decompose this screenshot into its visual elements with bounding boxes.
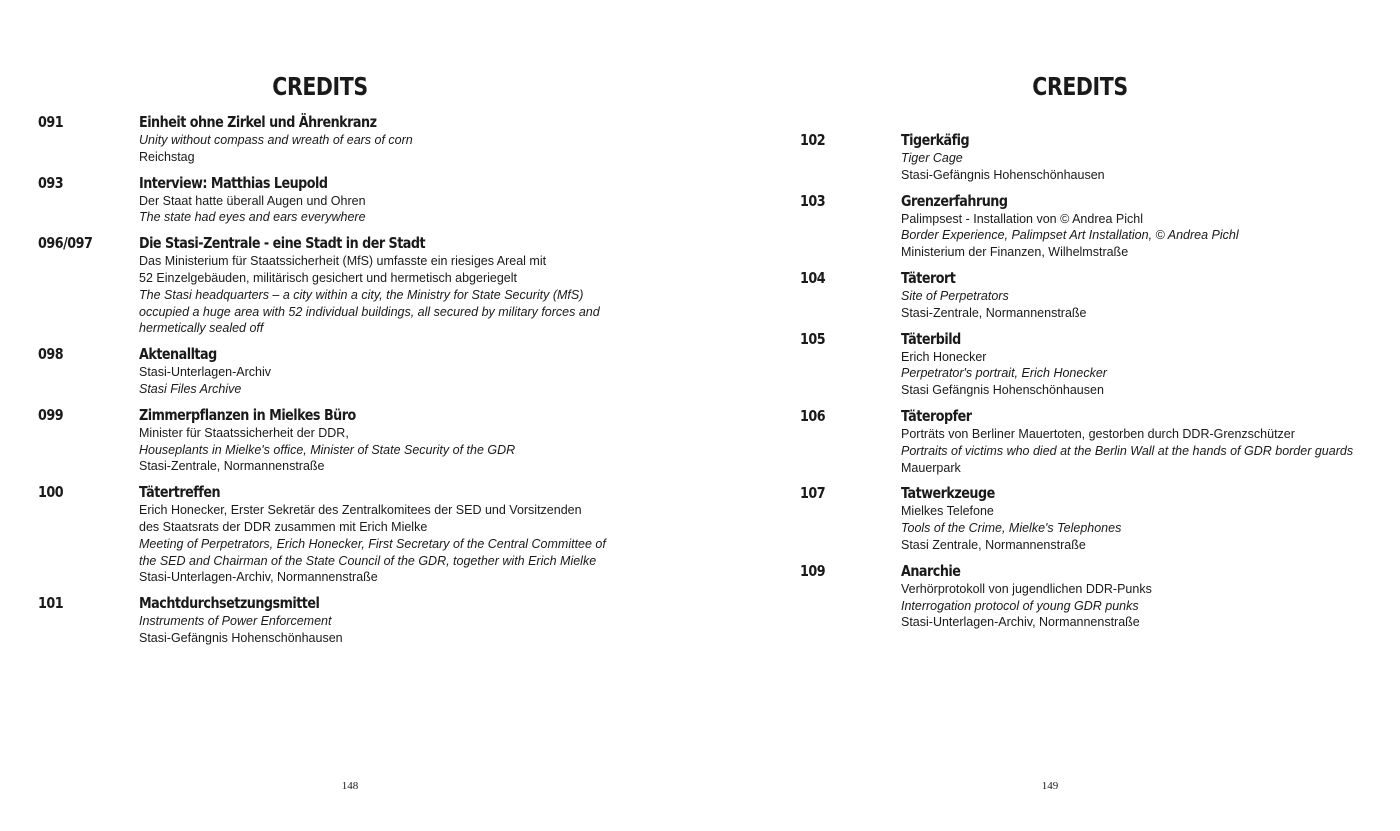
credit-entry (38, 344, 618, 398)
credit-translation: Site of Perpetrators (901, 288, 1009, 303)
credit-translation: Instruments of Power Enforcement (139, 614, 332, 629)
page-number: 148 (341, 780, 359, 792)
credit-title: Grenzerfahrung (901, 191, 1008, 210)
credit-entry (38, 405, 618, 475)
credit-number: 099 (38, 405, 64, 424)
credit-entry (800, 406, 1380, 476)
credit-entry (38, 482, 618, 586)
credit-detail: Mauerpark (901, 460, 961, 475)
credit-number: 098 (38, 345, 64, 364)
credit-title: Tatwerkzeuge (901, 484, 995, 503)
credit-title: Die Stasi-Zentrale - eine Stadt in der Stadt (139, 234, 426, 253)
credit-detail: Stasi-Unterlagen-Archiv, Normannenstraße (139, 570, 378, 585)
credit-number: 093 (38, 173, 64, 192)
credit-number: 102 (800, 131, 826, 149)
credit-detail: Erich Honecker, Erster Sekretär des Zentralkomitees der SED und Vorsitzenden des Staatsrats der DDR zusammen mit Erich Mielke (139, 503, 582, 534)
credit-detail: Das Ministerium für Staatssicherheit (MfS) umfasste ein riesiges Areal mit 52 Einzelgebäuden, militärisch gesichert und hermetisch abgeriegelt (139, 254, 547, 285)
credit-entry (800, 561, 1380, 631)
credit-entry (38, 233, 618, 337)
credit-entry (38, 112, 618, 166)
credit-title: Täteropfer (901, 406, 972, 425)
credit-detail: Verhörprotokoll von jugendlichen DDR-Punks (901, 581, 1152, 596)
credit-number: 107 (800, 484, 826, 503)
credit-detail: Stasi-Unterlagen-Archiv (139, 365, 271, 380)
credit-entry (800, 329, 1380, 399)
credit-number: 103 (800, 191, 826, 210)
credit-title: Täterort (901, 268, 956, 287)
credit-entry (800, 130, 1380, 184)
credit-translation: The Stasi headquarters – a city within a city, the Ministry for State Security (MfS) occupied a huge area with 52 individual buildings, all secured by military forces and hermetically sealed off (139, 287, 600, 336)
page-heading: CREDITS (1032, 72, 1128, 101)
credit-detail: Minister für Staatssicherheit der DDR, (139, 425, 349, 440)
credit-detail: Stasi-Gefängnis Hohenschönhausen (139, 630, 343, 645)
credit-number: 096/097 (38, 234, 93, 253)
credit-detail: Reichstag (139, 149, 195, 164)
credit-translation: Border Experience, Palimpset Art Installation, © Andrea Pichl (901, 228, 1239, 243)
credit-detail: Erich Honecker (901, 349, 987, 364)
credit-title: Anarchie (901, 561, 961, 580)
credit-translation: Stasi Files Archive (139, 381, 242, 396)
credits-list (800, 130, 1380, 638)
credit-title: Machtdurchsetzungsmittel (139, 594, 320, 613)
credit-detail: Stasi-Zentrale, Normannenstraße (139, 459, 325, 474)
page-heading: CREDITS (272, 72, 368, 101)
page-number: 149 (1041, 780, 1059, 792)
credit-detail: Stasi-Unterlagen-Archiv, Normannenstraße (901, 615, 1140, 630)
credit-translation: Unity without compass and wreath of ears of corn (139, 133, 413, 147)
credit-number: 106 (800, 406, 826, 425)
credit-title: Täterbild (901, 329, 961, 348)
credit-entry (38, 173, 618, 227)
credit-number: 091 (38, 113, 64, 131)
credit-translation: The state had eyes and ears everywhere (139, 210, 366, 225)
credit-detail: Ministerium der Finanzen, Wilhelmstraße (901, 245, 1129, 260)
credit-number: 104 (800, 268, 826, 287)
right-page (700, 0, 1400, 831)
credit-entry (800, 483, 1380, 553)
credit-translation: Meeting of Perpetrators, Erich Honecker, First Secretary of the Central Committee of the SED and Chairman of the State Council of the GDR, together with Erich Mielke (139, 536, 606, 568)
credit-title: Einheit ohne Zirkel und Ährenkranz (139, 113, 377, 131)
credit-translation: Portraits of victims who died at the Berlin Wall at the hands of GDR border guards (901, 443, 1354, 458)
credit-translation: Interrogation protocol of young GDR punks (901, 598, 1139, 613)
credit-detail: Stasi-Gefängnis Hohenschönhausen (901, 167, 1105, 182)
credit-title: Tigerkäfig (901, 131, 970, 149)
credit-entry (800, 268, 1380, 322)
credit-number: 100 (38, 483, 64, 502)
credit-detail: Palimpsest - Installation von © Andrea Pichl (901, 211, 1143, 226)
credit-title: Interview: Matthias Leupold (139, 173, 328, 192)
credit-detail: Mielkes Telefone (901, 504, 994, 519)
credits-list (38, 112, 618, 654)
credit-detail: Stasi Zentrale, Normannenstraße (901, 537, 1086, 552)
credit-number: 101 (38, 594, 64, 613)
credit-number: 109 (800, 561, 826, 580)
credit-translation: Tools of the Crime, Mielke's Telephones (901, 521, 1122, 536)
credit-translation: Houseplants in Mielke's office, Minister of State Security of the GDR (139, 442, 516, 457)
credit-detail: Der Staat hatte überall Augen und Ohren (139, 193, 366, 208)
credit-number: 105 (800, 329, 826, 348)
credit-entry (800, 191, 1380, 261)
credit-title: Tätertreffen (139, 483, 221, 502)
credit-translation: Tiger Cage (901, 151, 963, 165)
credit-detail: Porträts von Berliner Mauertoten, gestorben durch DDR-Grenzschützer (901, 426, 1295, 441)
credit-detail: Stasi Gefängnis Hohenschönhausen (901, 383, 1104, 398)
credit-title: Aktenalltag (139, 345, 217, 364)
credit-title: Zimmerpflanzen in Mielkes Büro (139, 405, 356, 424)
credit-translation: Perpetrator's portrait, Erich Honecker (901, 366, 1107, 381)
credit-detail: Stasi-Zentrale, Normannenstraße (901, 305, 1087, 320)
credit-entry (38, 593, 618, 647)
